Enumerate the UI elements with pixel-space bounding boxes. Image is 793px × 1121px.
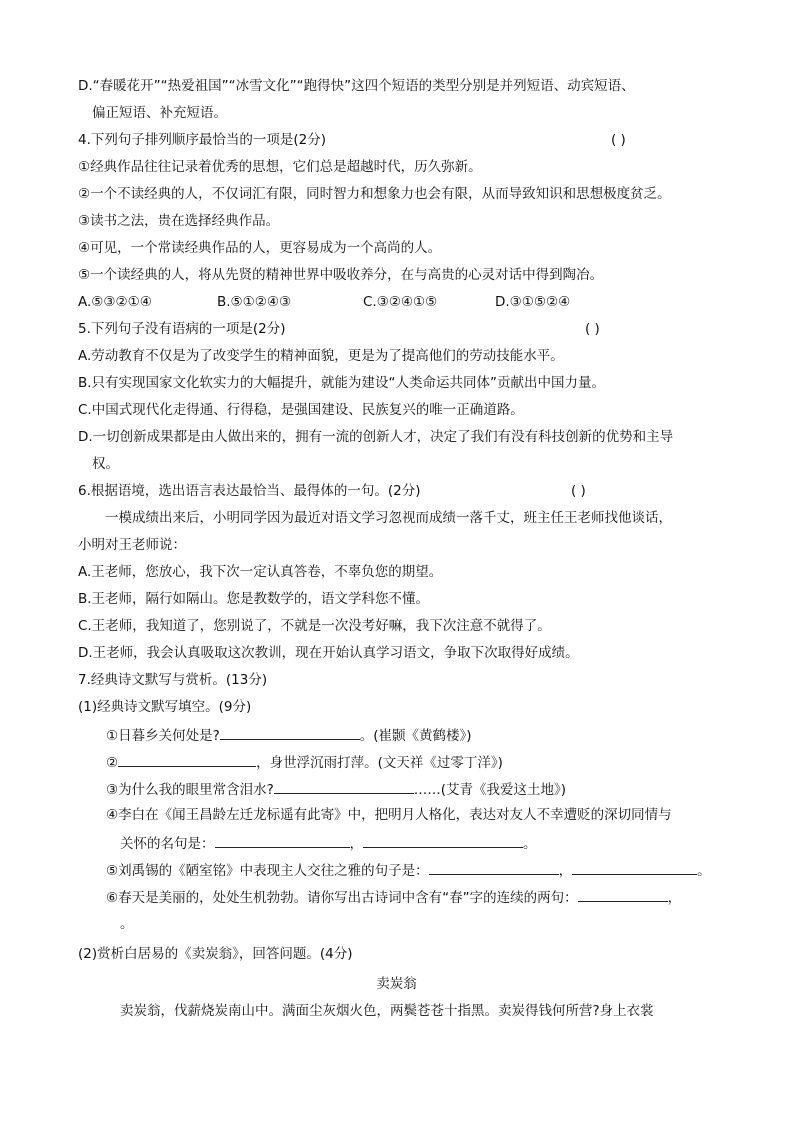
q7-fill-4-prompt: 关怀的名句是：: [120, 836, 215, 852]
q7-fill-4-blank-2[interactable]: [363, 833, 523, 848]
q4-sentence-1: ①经典作品往往记录着优秀的思想，它们总是超越时代，历久弥新。: [78, 159, 482, 175]
q7-fill-5-blank-2[interactable]: [572, 860, 697, 875]
q7-fill-4-comma: ，: [349, 836, 363, 852]
q7-fill-6-period: 。: [120, 916, 134, 932]
poem-line-1: 卖炭翁，伐薪烧炭南山中。满面尘灰烟火色，两鬓苍苍十指黑。卖炭得钱何所营?身上衣裳: [120, 1003, 654, 1019]
q4-option-b: B.⑤①②④③: [217, 294, 292, 310]
q7-fill-5-blank-1[interactable]: [429, 860, 559, 875]
q6-option-b: B.王老师，隔行如隔山。您是教数学的，语文学科您不懂。: [78, 591, 430, 607]
q7-part1-heading: (1)经典诗文默写填空。(9分): [78, 699, 252, 715]
q7-fill-4-period: 。: [523, 836, 537, 852]
q6-context-line1: 一模成绩出来后，小明同学因为最近对语文学习忽视而成绩一落千丈，班主任王老师找他谈话，: [105, 510, 672, 526]
q7-fill-4-line1: ④李白在《闻王昌龄左迁龙标遥有此寄》中，把明月人格化，表达对友人不幸遭贬的深切同情与: [106, 807, 672, 823]
q6-option-c: C.王老师，我知道了，您别说了，不就是一次没考好嘛，我下次注意不就得了。: [78, 618, 551, 634]
question-7-stem: 7.经典诗文默写与赏析。(13分): [78, 672, 268, 688]
q7-fill-4-blank-1[interactable]: [215, 833, 350, 848]
q7-fill-6-line1: [106, 887, 681, 907]
question-5-answer-paren: ( ): [585, 321, 600, 337]
q7-fill-6-line2: [120, 914, 134, 933]
q7-fill-3-blank[interactable]: [274, 779, 414, 794]
q3-option-d-line2: 偏正短语、补充短语。: [92, 105, 227, 121]
q7-fill-2-source: ，身世浮沉雨打萍。(文天祥《过零丁洋》): [256, 755, 503, 771]
q7-fill-2-prompt: ②: [106, 755, 119, 771]
q6-option-d: D.王老师，我会认真吸取这次教训，现在开始认真学习语文，争取下次取得好成绩。: [78, 645, 579, 661]
q7-fill-6-blank-1[interactable]: [578, 887, 668, 902]
q4-sentence-4: ④可见，一个常读经典作品的人，更容易成为一个高尚的人。: [78, 240, 442, 256]
q4-sentence-2: ②一个不读经典的人，不仅词汇有限，同时智力和想象力也会有限，从而导致知识和思想极度贫乏。: [78, 186, 671, 202]
q4-option-a: A.⑤③②①④: [78, 294, 152, 310]
q4-sentence-3: ③读书之法，贵在选择经典作品。: [78, 213, 280, 229]
question-6-stem: 6.根据语境，选出语言表达最恰当、最得体的一句。(2分): [78, 483, 421, 499]
q5-option-a: A.劳动教育不仅是为了改变学生的精神面貌，更是为了提高他们的劳动技能水平。: [78, 348, 564, 364]
q5-option-b: B.只有实现国家文化软实力的大幅提升，就能为建设“人类命运共同体”贡献出中国力量。: [78, 375, 606, 391]
q7-fill-2-blank[interactable]: [118, 752, 256, 767]
q5-option-d-line2: 权。: [92, 456, 119, 472]
question-4-answer-paren: ( ): [611, 132, 626, 148]
q7-part2-heading: (2)赏析白居易的《卖炭翁》，回答问题。(4分): [78, 946, 353, 962]
q6-context-line2: 小明对王老师说：: [78, 537, 186, 553]
q7-fill-2: [106, 752, 503, 772]
q7-fill-5-comma: ，: [558, 863, 573, 879]
q3-option-d-line1: D.“春暖花开”“热爱祖国”“冰雪文化”“跑得快”这四个短语的类型分别是并列短语、动宾短语、: [78, 78, 635, 94]
question-4-stem: 4.下列句子排列顺序最恰当的一项是(2分): [78, 132, 327, 148]
q7-fill-3-prompt: ③为什么我的眼里常含泪水?: [106, 782, 274, 798]
q4-sentence-5: ⑤一个读经典的人，将从先贤的精神世界中吸收养分，在与高贵的心灵对话中得到陶冶。: [78, 267, 604, 283]
q7-fill-1-blank[interactable]: [220, 725, 360, 740]
q4-option-d: D.③①⑤②④: [495, 294, 571, 310]
q5-option-c: C.中国式现代化走得通、行得稳，是强国建设、民族复兴的唯一正确道路。: [78, 402, 524, 418]
q6-option-a: A.王老师，您放心，我下次一定认真答卷，不辜负您的期望。: [78, 564, 443, 580]
q7-fill-5-prompt: ⑤刘禹锡的《陋室铭》中表现主人交往之雅的句子是：: [106, 863, 429, 879]
question-5-stem: 5.下列句子没有语病的一项是(2分): [78, 321, 286, 337]
q7-fill-1-source: 。(崔颢《黄鹤楼》): [359, 728, 472, 744]
q7-fill-5: [106, 860, 711, 880]
q7-fill-5-period: 。: [697, 863, 711, 879]
q5-option-d-line1: D.一切创新成果都是由人做出来的，拥有一流的创新人才，决定了我们有没有科技创新的优势和主导: [78, 429, 674, 445]
question-6-answer-paren: ( ): [571, 483, 586, 499]
q4-option-c: C.③②④①⑤: [363, 294, 438, 310]
q7-fill-4-line2: [120, 833, 537, 853]
q7-fill-1-prompt: ①日暮乡关何处是?: [106, 728, 220, 744]
q7-fill-6-prompt: ⑥春天是美丽的，处处生机勃勃。请你写出古诗词中含有“春”字的连续的两句：: [106, 890, 578, 906]
poem-title: 卖炭翁: [376, 976, 417, 992]
q7-fill-3-source: ……(艾青《我爱这土地》): [413, 782, 567, 798]
q7-fill-3: [106, 779, 566, 799]
q7-fill-1: [106, 725, 472, 745]
q7-fill-6-comma: ，: [667, 890, 682, 906]
